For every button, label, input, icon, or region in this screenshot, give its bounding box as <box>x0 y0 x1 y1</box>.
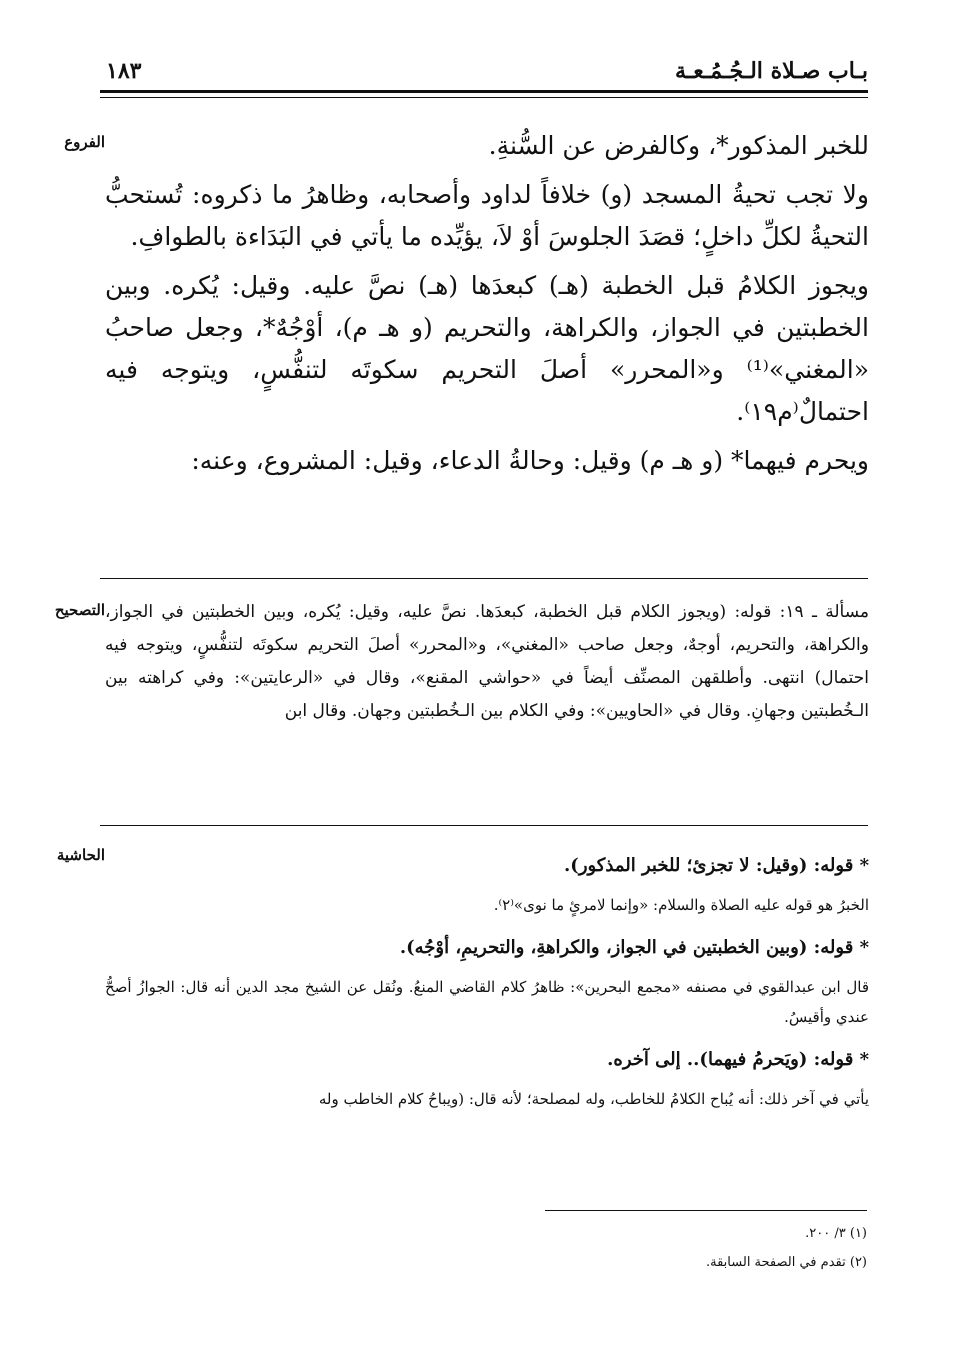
main-paragraph: للخبر المذكور*، وكالفرض عن السُّنةِ. <box>488 131 869 160</box>
footnote-rule <box>545 1210 867 1211</box>
hashiya-quote: * قوله: (ويَحرمُ فيهما).. إلى آخره. <box>607 1049 869 1070</box>
hashiya-quote: * قوله: (وبين الخطبتين في الجواز، والكراهةِ، والتحريمِ، أوْجُه). <box>399 937 869 958</box>
main-paragraph: ويجوز الكلامُ قبل الخطبة (هـ) كبعدَها (هـ) نصَّ عليه. وقيل: يُكره. وبين الخطبتين في الجواز، والكراهة، والتحريم (و هـ م)، أوْجُهٌ*، وجعل صاحبُ «المغني»⁽¹⁾ و«المحرر» أصلَ التحريم سكوتَه لتنفُّسٍ، ويتوجه فيه احتمالٌ⁽م١٩⁾. <box>105 271 869 426</box>
main-text <box>105 125 869 482</box>
margin-label-furu: الفروع <box>64 133 105 151</box>
hashiya-commentary: الخبرُ هو قوله عليه الصلاة والسلام: «وإنما لامرئٍ ما نوى»⁽٢⁾. <box>493 896 869 914</box>
running-title: بـاب صـلاة الـجُـمُـعـة <box>674 58 868 84</box>
header-rule-thin <box>100 97 868 98</box>
correction-paragraph: مسألة ـ ١٩: قوله: (ويجوز الكلام قبل الخطبة، كبعدَها. نصَّ عليه، وقيل: يُكره، وبين الخطبتين في الجواز، والكراهة، والتحريم، أوجهٌ، وجعل صاحب «المغني»، و«المحرر» أصلَ التحريم سكوتَه لتنفُّسٍ، ويتوجه فيه احتمال) انتهى. وأطلقهن المصنِّف أيضاً في «حواشي المقنع»، وقال في «الرعايتين»: وفي كراهته بين الـخُطبتين وجهانِ. وقال في «الحاويين»: وفي الكلام بين الـخُطبتين وجهان. وقال ابن <box>105 602 869 721</box>
footnote: (١) ٣/ ٢٠٠. <box>805 1226 867 1241</box>
margin-label-tashih: التصحيح <box>54 601 105 619</box>
correction-text <box>105 596 869 728</box>
hashiya-text <box>105 850 869 1126</box>
main-paragraph: ويحرم فيهما* (و هـ م) وقيل: وحالةُ الدعاء، وقيل: المشروع، وعنه: <box>191 446 869 475</box>
section-divider <box>100 825 868 826</box>
header-rule-thick <box>100 90 868 93</box>
page-number: ١٨٣ <box>106 58 142 84</box>
hashiya-commentary: يأتي في آخر ذلك: أنه يُباح الكلامُ للخاطب، وله لمصلحة؛ لأنه قال: (ويباحُ كلام الخاطب وله <box>318 1090 869 1108</box>
margin-label-hashiya: الحاشية <box>56 846 105 864</box>
footnote: (٢) تقدم في الصفحة السابقة. <box>706 1255 867 1270</box>
hashiya-quote: * قوله: (وقيل: لا تجزئ؛ للخبر المذكور). <box>564 855 869 876</box>
hashiya-commentary: قال ابن عبدالقوي في مصنفه «مجمع البحرين»: ظاهرُ كلام القاضي المنعُ. ونُقل عن الشيخ مجد الدين أنه قال: الجوازُ أصحُّ عندي وأقيسُ. <box>105 978 869 1026</box>
main-paragraph: ولا تجب تحيةُ المسجد (و) خلافاً لداود وأصحابه، وظاهرُ ما ذكروه: تُستحبُّ التحيةُ لكلِّ داخلٍ؛ قصَدَ الجلوسَ أوْ لاَ، يؤيِّده ما يأتي في البَدَاءة بالطوافِ. <box>105 180 869 251</box>
section-divider <box>100 578 868 579</box>
